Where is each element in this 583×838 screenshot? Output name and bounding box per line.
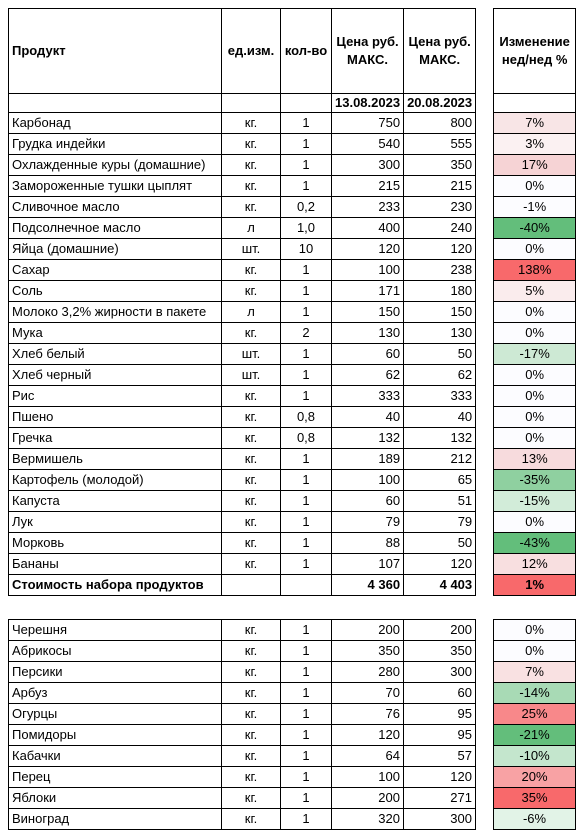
product-name: Соль [9,281,222,302]
price-change: 3% [494,134,576,155]
price-week-1: 120 [332,239,404,260]
product-name: Грудка индейки [9,134,222,155]
price-week-2: 50 [404,533,476,554]
price-change: 0% [494,407,576,428]
date-week-1: 13.08.2023 [332,94,404,113]
price-week-1: 40 [332,407,404,428]
price-week-2: 65 [404,470,476,491]
price-change: 0% [494,365,576,386]
table-row [9,641,576,662]
column-gap [476,788,494,809]
price-week-1: 171 [332,281,404,302]
product-name: Пшено [9,407,222,428]
price-week-2: 120 [404,239,476,260]
header-change [494,9,576,94]
price-change: 35% [494,788,576,809]
product-unit: кг. [222,725,281,746]
product-qty: 2 [281,323,332,344]
price-week-2: 215 [404,176,476,197]
price-change: -21% [494,725,576,746]
table-row [9,428,576,449]
price-change: 0% [494,386,576,407]
price-change: -43% [494,533,576,554]
price-change: 0% [494,512,576,533]
price-week-2: 240 [404,218,476,239]
product-name: Подсолнечное масло [9,218,222,239]
table-row [9,683,576,704]
product-unit: кг. [222,134,281,155]
product-name: Гречка [9,428,222,449]
product-unit: кг. [222,155,281,176]
product-qty: 1 [281,746,332,767]
price-week-2: 50 [404,344,476,365]
product-qty: 1 [281,641,332,662]
total-change: 1% [494,575,576,596]
price-week-2: 180 [404,281,476,302]
column-gap [476,9,494,94]
table-row [9,533,576,554]
price-week-1: 350 [332,641,404,662]
product-qty: 1 [281,386,332,407]
product-name: Яйца (домашние) [9,239,222,260]
column-gap [476,302,494,323]
product-name: Огурцы [9,704,222,725]
column-gap [476,113,494,134]
column-gap [476,554,494,575]
price-change: 12% [494,554,576,575]
dates-empty-unit [222,94,281,113]
total-empty-unit [222,575,281,596]
price-week-2: 120 [404,554,476,575]
product-name: Виноград [9,809,222,830]
product-qty: 0,8 [281,407,332,428]
total-label: Стоимость набора продуктов [9,575,222,596]
header-price-2-line-2: МАКС. [419,52,461,67]
header-qty: кол-во [281,9,332,94]
column-gap [476,620,494,641]
price-week-2: 238 [404,260,476,281]
price-week-1: 130 [332,323,404,344]
product-unit: кг. [222,260,281,281]
price-table-seasonal-body [9,620,576,830]
product-name: Вермишель [9,449,222,470]
product-qty: 1 [281,788,332,809]
product-name: Капуста [9,491,222,512]
column-gap [476,407,494,428]
price-week-1: 150 [332,302,404,323]
price-change: 0% [494,428,576,449]
product-qty: 1 [281,113,332,134]
column-gap [476,94,494,113]
header-price-1-line-2: МАКС. [347,52,389,67]
product-qty: 1 [281,554,332,575]
price-week-1: 76 [332,704,404,725]
product-qty: 0,8 [281,428,332,449]
product-unit: кг. [222,620,281,641]
column-gap [476,491,494,512]
price-change: 17% [494,155,576,176]
table-row [9,788,576,809]
price-change: 5% [494,281,576,302]
product-unit: кг. [222,470,281,491]
table-row [9,662,576,683]
header-price-1-line-1: Цена руб. [336,34,399,49]
table-row [9,767,576,788]
price-change: 0% [494,323,576,344]
price-change: -14% [494,683,576,704]
price-week-1: 233 [332,197,404,218]
product-name: Арбуз [9,683,222,704]
product-unit: кг. [222,449,281,470]
price-week-1: 200 [332,620,404,641]
product-unit: кг. [222,704,281,725]
table-row [9,512,576,533]
price-week-1: 333 [332,386,404,407]
price-week-2: 130 [404,323,476,344]
price-week-1: 215 [332,176,404,197]
column-gap [476,512,494,533]
price-week-2: 150 [404,302,476,323]
column-gap [476,260,494,281]
product-qty: 1 [281,533,332,554]
product-qty: 1 [281,662,332,683]
price-change: -40% [494,218,576,239]
price-week-1: 320 [332,809,404,830]
column-gap [476,176,494,197]
table-row [9,323,576,344]
table-row [9,746,576,767]
product-name: Рис [9,386,222,407]
price-week-1: 100 [332,260,404,281]
price-week-2: 95 [404,725,476,746]
column-gap [476,683,494,704]
column-gap [476,575,494,596]
price-week-1: 88 [332,533,404,554]
total-price-2: 4 403 [404,575,476,596]
price-change: -10% [494,746,576,767]
product-qty: 1 [281,344,332,365]
product-qty: 1 [281,809,332,830]
price-week-1: 120 [332,725,404,746]
price-week-1: 60 [332,344,404,365]
product-name: Яблоки [9,788,222,809]
header-change-line-2: нед/нед % [501,52,568,67]
product-name: Бананы [9,554,222,575]
table-row [9,176,576,197]
price-week-1: 300 [332,155,404,176]
product-qty: 1 [281,704,332,725]
column-gap [476,767,494,788]
product-name: Персики [9,662,222,683]
product-unit: кг. [222,113,281,134]
column-gap [476,746,494,767]
product-qty: 1 [281,155,332,176]
price-week-2: 62 [404,365,476,386]
column-gap [476,641,494,662]
column-gap [476,323,494,344]
table-row [9,725,576,746]
price-week-1: 70 [332,683,404,704]
column-gap [476,134,494,155]
price-change: 138% [494,260,576,281]
product-unit: кг. [222,197,281,218]
price-change: -6% [494,809,576,830]
column-gap [476,809,494,830]
product-qty: 1 [281,512,332,533]
price-change: -35% [494,470,576,491]
header-price-2-line-1: Цена руб. [408,34,471,49]
price-week-2: 79 [404,512,476,533]
price-week-1: 100 [332,767,404,788]
column-gap [476,725,494,746]
table-row [9,302,576,323]
table-row [9,218,576,239]
price-week-1: 100 [332,470,404,491]
table-row [9,704,576,725]
price-week-1: 60 [332,491,404,512]
product-unit: кг. [222,554,281,575]
price-change: -17% [494,344,576,365]
table-row [9,113,576,134]
price-week-2: 350 [404,155,476,176]
product-unit: кг. [222,281,281,302]
product-unit: кг. [222,176,281,197]
header-product: Продукт [9,9,222,94]
price-week-1: 64 [332,746,404,767]
price-week-2: 271 [404,788,476,809]
product-qty: 1 [281,491,332,512]
column-gap [476,365,494,386]
price-change: 0% [494,239,576,260]
table-row [9,155,576,176]
product-name: Морковь [9,533,222,554]
product-unit: кг. [222,491,281,512]
table-row [9,365,576,386]
product-qty: 0,2 [281,197,332,218]
price-change: 0% [494,641,576,662]
product-unit: кг. [222,533,281,554]
price-change: -15% [494,491,576,512]
price-change: 20% [494,767,576,788]
column-gap [476,344,494,365]
product-unit: шт. [222,365,281,386]
price-change: 13% [494,449,576,470]
column-gap [476,197,494,218]
product-qty: 1,0 [281,218,332,239]
product-unit: л [222,302,281,323]
product-qty: 1 [281,365,332,386]
table-row [9,407,576,428]
product-name: Помидоры [9,725,222,746]
table-header-row [9,9,576,94]
product-unit: кг. [222,641,281,662]
table-row [9,620,576,641]
table-row [9,809,576,830]
dates-row [9,94,576,113]
product-unit: кг. [222,386,281,407]
product-unit: шт. [222,239,281,260]
product-unit: кг. [222,746,281,767]
table-row [9,344,576,365]
column-gap [476,218,494,239]
table-row [9,386,576,407]
product-qty: 1 [281,683,332,704]
price-week-2: 51 [404,491,476,512]
price-week-1: 400 [332,218,404,239]
price-week-2: 350 [404,641,476,662]
product-name: Мука [9,323,222,344]
price-week-2: 120 [404,767,476,788]
table-row [9,554,576,575]
column-gap [476,704,494,725]
product-qty: 1 [281,449,332,470]
product-qty: 1 [281,176,332,197]
price-week-1: 132 [332,428,404,449]
column-gap [476,386,494,407]
price-week-2: 200 [404,620,476,641]
column-gap [476,533,494,554]
product-name: Карбонад [9,113,222,134]
price-change: -1% [494,197,576,218]
price-week-2: 57 [404,746,476,767]
product-unit: кг. [222,662,281,683]
product-unit: кг. [222,407,281,428]
product-qty: 1 [281,302,332,323]
dates-empty-change [494,94,576,113]
header-price-2 [404,9,476,94]
product-qty: 1 [281,260,332,281]
header-price-1 [332,9,404,94]
product-qty: 1 [281,620,332,641]
product-unit: шт. [222,344,281,365]
product-name: Картофель (молодой) [9,470,222,491]
price-week-2: 300 [404,809,476,830]
table-row [9,260,576,281]
price-week-2: 95 [404,704,476,725]
price-week-2: 40 [404,407,476,428]
price-week-1: 107 [332,554,404,575]
column-gap [476,470,494,491]
price-change: 0% [494,176,576,197]
product-unit: л [222,218,281,239]
product-qty: 1 [281,281,332,302]
dates-empty-name [9,94,222,113]
table-row [9,470,576,491]
table-row [9,239,576,260]
product-unit: кг. [222,767,281,788]
product-unit: кг. [222,788,281,809]
price-change: 0% [494,302,576,323]
table-row [9,134,576,155]
product-name: Хлеб белый [9,344,222,365]
price-week-1: 750 [332,113,404,134]
product-unit: кг. [222,323,281,344]
product-name: Охлажденные куры (домашние) [9,155,222,176]
price-change: 25% [494,704,576,725]
product-qty: 1 [281,767,332,788]
column-gap [476,281,494,302]
product-unit: кг. [222,512,281,533]
dates-empty-qty [281,94,332,113]
header-unit: ед.изм. [222,9,281,94]
total-empty-qty [281,575,332,596]
product-unit: кг. [222,428,281,449]
price-week-2: 800 [404,113,476,134]
header-change-line-1: Изменение [499,34,570,49]
product-name: Черешня [9,620,222,641]
column-gap [476,155,494,176]
column-gap [476,449,494,470]
product-name: Лук [9,512,222,533]
product-name: Сахар [9,260,222,281]
total-price-1: 4 360 [332,575,404,596]
price-week-2: 333 [404,386,476,407]
price-week-2: 555 [404,134,476,155]
price-change: 7% [494,662,576,683]
total-row [9,575,576,596]
price-week-2: 60 [404,683,476,704]
price-week-1: 79 [332,512,404,533]
product-name: Перец [9,767,222,788]
price-week-1: 189 [332,449,404,470]
price-week-1: 540 [332,134,404,155]
column-gap [476,239,494,260]
product-qty: 10 [281,239,332,260]
price-week-1: 62 [332,365,404,386]
product-name: Замороженные тушки цыплят [9,176,222,197]
price-table-main [8,8,576,596]
table-row [9,197,576,218]
table-row [9,449,576,470]
product-qty: 1 [281,725,332,746]
column-gap [476,428,494,449]
price-change: 0% [494,620,576,641]
product-unit: кг. [222,809,281,830]
date-week-2: 20.08.2023 [404,94,476,113]
product-name: Хлеб черный [9,365,222,386]
product-name: Абрикосы [9,641,222,662]
product-qty: 1 [281,134,332,155]
table-row [9,281,576,302]
product-name: Молоко 3,2% жирности в пакете [9,302,222,323]
product-name: Сливочное масло [9,197,222,218]
price-week-2: 132 [404,428,476,449]
price-week-2: 230 [404,197,476,218]
price-change: 7% [494,113,576,134]
product-name: Кабачки [9,746,222,767]
product-qty: 1 [281,470,332,491]
price-table-main-body [9,9,576,596]
column-gap [476,662,494,683]
product-unit: кг. [222,683,281,704]
price-week-2: 212 [404,449,476,470]
table-row [9,491,576,512]
price-week-1: 280 [332,662,404,683]
price-week-2: 300 [404,662,476,683]
price-table-seasonal [8,619,576,830]
price-week-1: 200 [332,788,404,809]
